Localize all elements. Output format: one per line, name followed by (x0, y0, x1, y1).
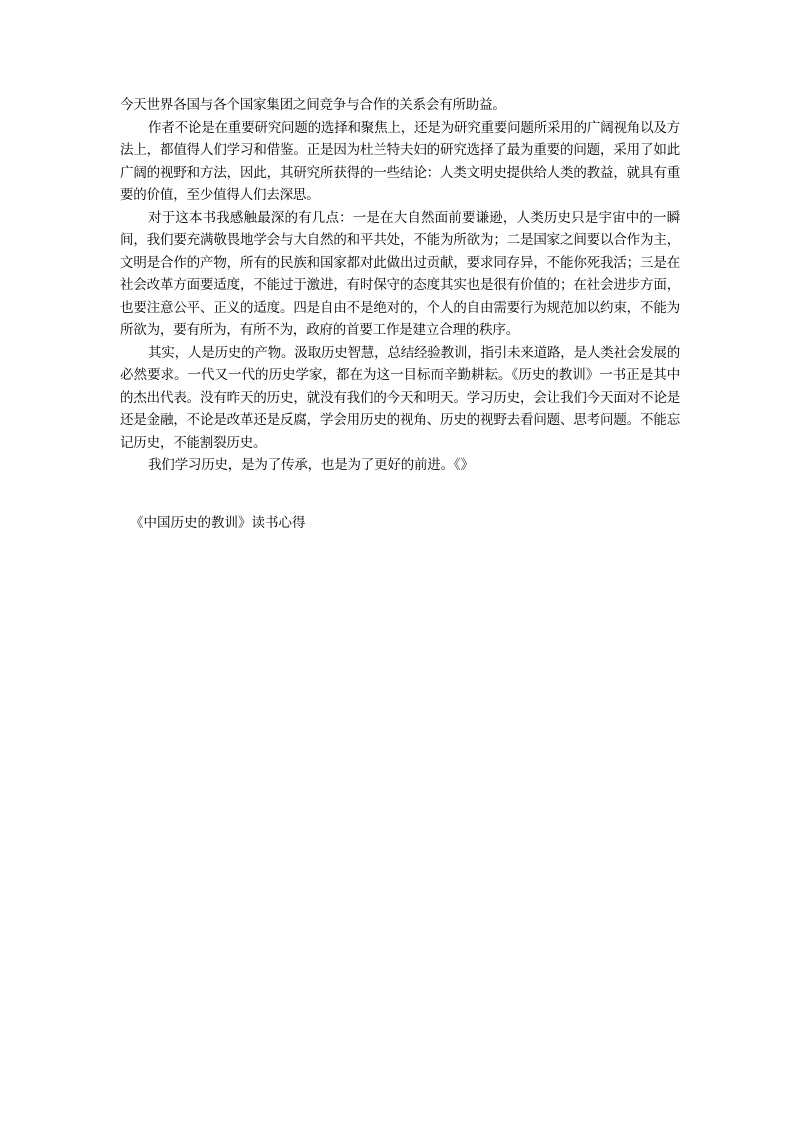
footer-title: 《中国历史的教训》读书心得 (130, 515, 306, 531)
paragraph-3: 对于这本书我感触最深的有几点：一是在大自然面前要谦逊，人类历史只是宇宙中的一瞬间，我们要充满敬畏地学会与大自然的和平共处，不能为所欲为；二是国家之间要以合作为主，文明是合作的产物，所有的民族和国家都对此做出过贡献，要求同存异，不能你死我活；三是在社会改革方面要适度，不能过于激进，有时保守的态度其实也是很有价值的；在社会进步方面，也要注意公平、正义的适度。四是自由不是绝对的，个人的自由需要行为规范加以约束，不能为所欲为，要有所为，有所不为，政府的首要工作是建立合理的秩序。 (120, 209, 680, 338)
paragraph-5: 我们学习历史，是为了传承，也是为了更好的前进。《》 (148, 457, 474, 473)
paragraph-4: 其实，人是历史的产物。汲取历史智慧，总结经验教训，指引未来道路，是人类社会发展的必然要求。一代又一代的历史学家，都在为这一目标而辛勤耕耘。《历史的教训》一书正是其中的杰出代表。没有昨天的历史，就没有我们的今天和明天。学习历史，会让我们今天面对不论是还是金融，不论是改革还是反腐，学会用历史的视角、历史的视野去看问题、思考问题。不能忘记历史，不能割裂历史。 (120, 344, 680, 451)
paragraph-1: 今天世界各国与各个国家集团之间竞争与合作的关系会有所助益。 (120, 97, 506, 113)
paragraph-2: 作者不论是在重要研究问题的选择和聚焦上，还是为研究重要问题所采用的广阔视角以及方法上，都值得人们学习和借鉴。正是因为杜兰特夫妇的研究选择了最为重要的问题，采用了如此广阔的视野和方法，因此，其研究所获得的一些结论：人类文明史提供给人类的教益，就具有重要的价值，至少值得人们去深思。 (120, 119, 680, 203)
document-body (120, 94, 680, 477)
